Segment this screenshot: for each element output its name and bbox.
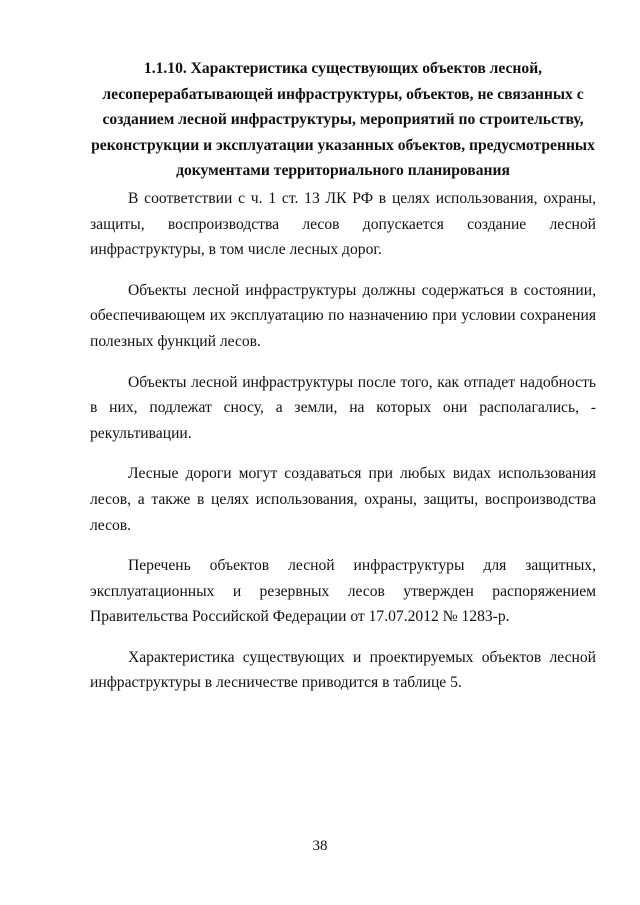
heading-line: созданием лесной инфраструктуры, мероприятий по строительству, bbox=[102, 111, 584, 129]
heading-line: документами территориального планирования bbox=[176, 162, 510, 180]
page-number: 38 bbox=[312, 838, 328, 854]
paragraph: Объекты лесной инфраструктуры после того, как отпадет надобность в них, подлежат сносу, а земли, на которых они располагались, - рекультивации. bbox=[90, 373, 596, 442]
paragraph: В соответствии с ч. 1 ст. 13 ЛК РФ в целях использования, охраны, защиты, воспроизводства лесов допускается создание лесной инфраструктуры, в том числе лесных дорог. bbox=[90, 189, 596, 259]
paragraph: Лесные дороги могут создаваться при любых видах использования лесов, а также в целях использования, охраны, защиты, воспроизводства лесов. bbox=[90, 465, 596, 534]
paragraph: Объекты лесной инфраструктуры должны содержаться в состоянии, обеспечивающем их эксплуатацию по назначению при условии сохранения полезных функций лесов. bbox=[90, 281, 596, 350]
paragraph: Характеристика существующих и проектируемых объектов лесной инфраструктуры в лесничестве приводится в таблице 5. bbox=[90, 648, 596, 692]
paragraph: Перечень объектов лесной инфраструктуры для защитных, эксплуатационных и резервных лесов утвержден распоряжением Правительства Российской Федерации от 17.07.2012 № 1283-р. bbox=[90, 557, 596, 626]
section-heading bbox=[90, 56, 596, 184]
heading-line: лесоперерабатывающей инфраструктуры, объектов, не связанных с bbox=[102, 85, 584, 103]
heading-line: 1.1.10. Характеристика существующих объектов лесной, bbox=[143, 60, 543, 77]
heading-line: реконструкции и эксплуатации указанных объектов, предусмотренных bbox=[91, 136, 595, 154]
document-page bbox=[90, 56, 596, 711]
